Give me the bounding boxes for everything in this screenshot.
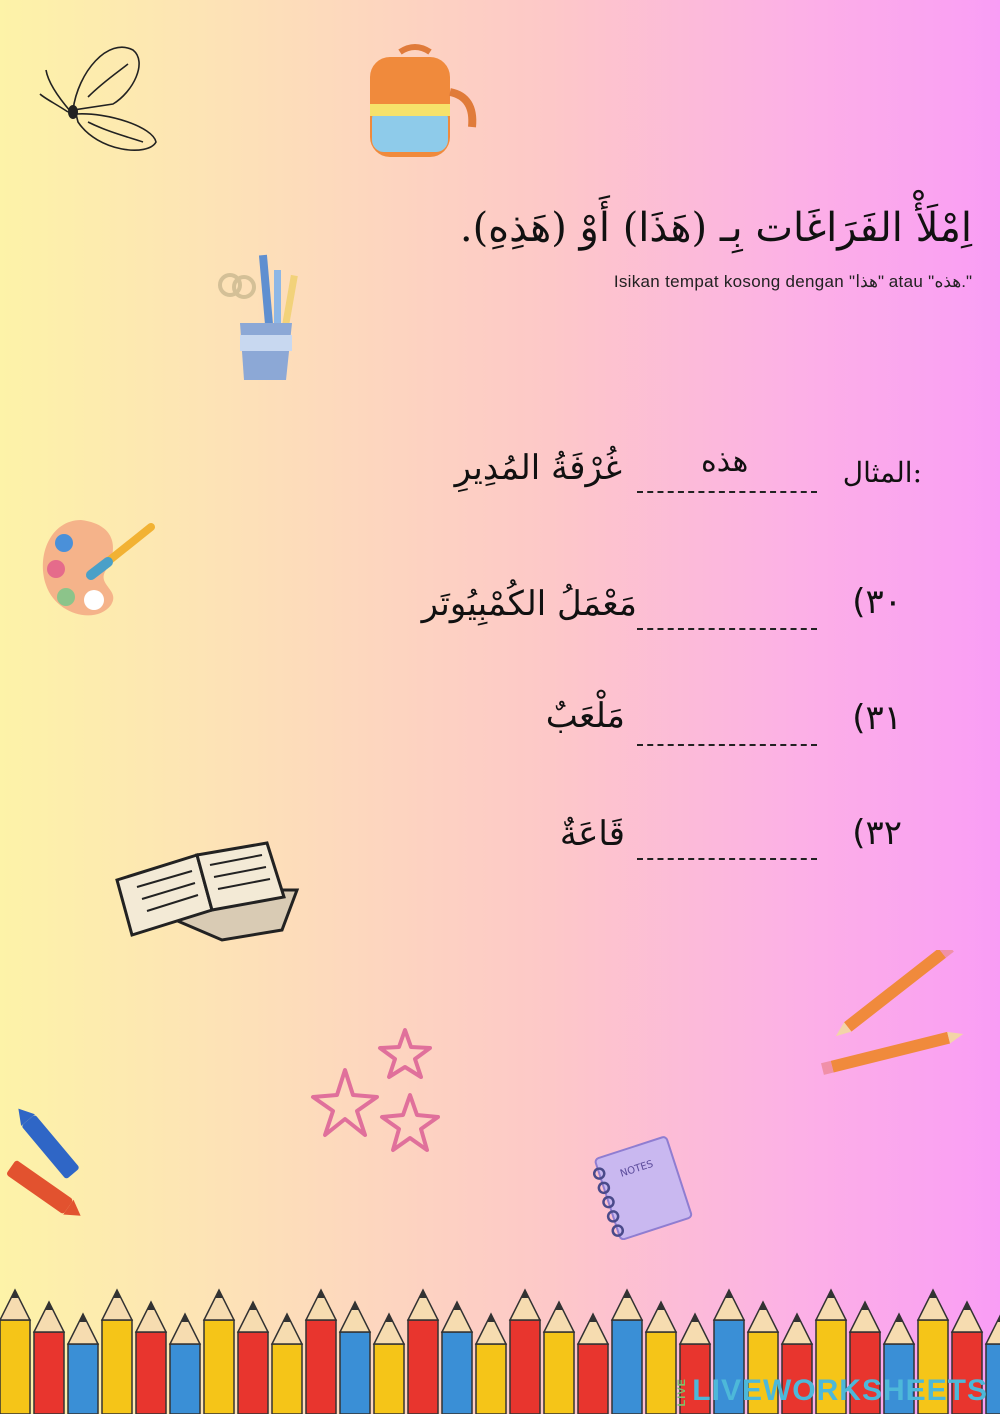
pencils-icon [815, 950, 975, 1080]
border-pencil [612, 1290, 642, 1414]
question-blank-31 [637, 700, 817, 750]
border-pencil [204, 1290, 234, 1414]
border-pencil [0, 1290, 30, 1414]
backpack-icon [360, 42, 485, 160]
answer-input-31[interactable] [639, 700, 819, 748]
page-title: اِمْلَأْ الفَرَاغَات بِـ (هَذَا) أَوْ (هَذِهِ). [459, 205, 972, 251]
crayons-icon [0, 1095, 90, 1230]
open-book-icon [112, 835, 307, 950]
border-pencil [544, 1302, 574, 1414]
page-subtitle: Isikan tempat kosong dengan "هذا" atau "هذه." [613, 272, 972, 291]
palette-icon [36, 515, 156, 625]
stars-icon [305, 1025, 450, 1160]
border-pencil [102, 1290, 132, 1414]
border-pencil [510, 1290, 540, 1414]
border-pencil [136, 1302, 166, 1414]
question-phrase-30: مَعْمَلُ الكُمْبِيُوتَر [421, 584, 637, 624]
border-pencil [578, 1314, 608, 1414]
answer-input-30[interactable] [639, 584, 819, 632]
question-dash-31 [637, 744, 817, 746]
notebook-icon [590, 1130, 700, 1240]
question-blank-32 [637, 814, 817, 864]
question-number-31: (٣١ [852, 698, 902, 738]
example-blank [637, 444, 817, 494]
border-pencil [476, 1314, 506, 1414]
question-dash-32 [637, 858, 817, 860]
question-blank-30 [637, 584, 817, 634]
question-phrase-32: قَاعَةٌ [559, 814, 625, 854]
border-pencil [34, 1302, 64, 1414]
answer-input-32[interactable] [639, 814, 819, 862]
border-pencil [442, 1302, 472, 1414]
example-dash [637, 491, 817, 493]
question-number-30: (٣٠ [852, 582, 902, 622]
brand-text: LIVEWORKSHEETS [692, 1374, 988, 1407]
border-pencil [170, 1314, 200, 1414]
question-number-32: (٣٢ [852, 813, 902, 853]
example-label: المثال: [842, 456, 922, 489]
border-pencil [272, 1314, 302, 1414]
border-pencil [306, 1290, 336, 1414]
example-answer: هذه [701, 444, 749, 479]
notebook-label: NOTES [618, 1158, 655, 1180]
example-phrase: غُرْفَةُ المُدِيرِ [454, 448, 622, 488]
brand-small: LIVE [676, 1377, 689, 1407]
border-pencil [646, 1302, 676, 1414]
border-pencil [238, 1302, 268, 1414]
border-pencil [68, 1314, 98, 1414]
question-dash-30 [637, 628, 817, 630]
pencil-cup-icon [212, 245, 317, 385]
border-pencil [986, 1314, 1000, 1414]
butterfly-icon [38, 42, 163, 157]
liveworksheets-logo [676, 1374, 988, 1408]
border-pencil [340, 1302, 370, 1414]
question-phrase-31: مَلْعَبٌ [545, 696, 625, 736]
border-pencil [408, 1290, 438, 1414]
border-pencil [374, 1314, 404, 1414]
